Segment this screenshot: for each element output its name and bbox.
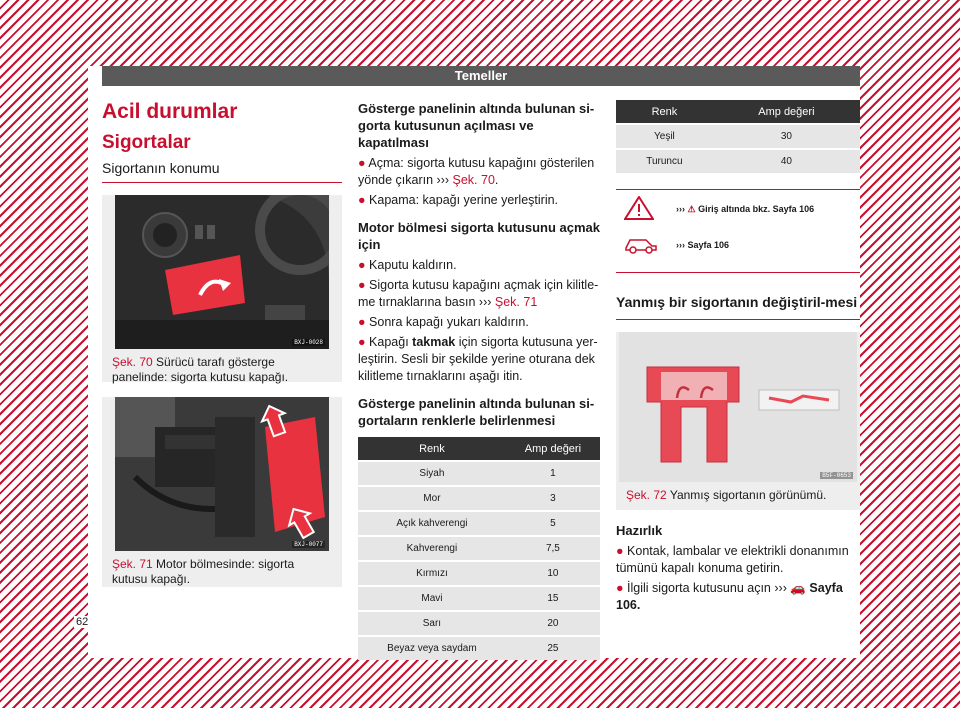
bullet-icon: ●	[358, 315, 366, 329]
table-cell: 20	[506, 611, 600, 636]
page-number: 62	[76, 616, 89, 628]
bullet-hood	[358, 257, 600, 274]
arrow-ref: ›››	[478, 295, 492, 309]
manual-page	[88, 66, 860, 658]
table-row	[616, 149, 860, 173]
figure-link[interactable]: Şek. 70	[452, 173, 495, 187]
bullet-icon: ●	[616, 544, 624, 558]
table-cell: Turuncu	[616, 149, 713, 173]
dashboard-illustration	[115, 195, 329, 349]
figure-code: BXJ-0077	[294, 541, 323, 548]
heading-engine-box: Motor bölmesi sigorta kutusunu açmak için	[358, 220, 600, 252]
arrow-ref: ›››	[774, 581, 787, 595]
bullet-icon: ●	[358, 193, 366, 207]
engine-bay-illustration	[115, 397, 329, 551]
note-reference	[676, 240, 729, 250]
arrow-ref: ›››	[676, 240, 685, 250]
heading-open-close: Gösterge panelinin altında bulunan si-gorta kutusunun açılması ve kapatılması	[358, 101, 595, 150]
table-row	[616, 124, 860, 149]
figure-71	[102, 397, 342, 587]
figure-caption-text: Yanmış sigortanın görünümü.	[669, 488, 827, 502]
heading-colors: Gösterge panelinin altında bulunan si-gortaların renklerle belirlenmesi	[358, 396, 595, 428]
figure-label: Şek. 70	[112, 355, 153, 369]
column-right	[616, 100, 860, 617]
bullet-text: Sonra kapağı yukarı kaldırın.	[369, 315, 529, 329]
fig-71-image	[115, 397, 329, 551]
warning-ref-text[interactable]: Giriş altında bkz. Sayfa 106	[698, 204, 815, 214]
table-row	[358, 511, 600, 536]
figure-caption	[102, 551, 342, 595]
bullet-text: için sigorta kutusuna yer-leştirin. Sesli bir şekilde yerine oturana dek kilitleme tırnaklarını aşağı itin.	[358, 335, 598, 383]
warning-reference	[676, 204, 814, 215]
page-link[interactable]: Sayfa 106.	[616, 581, 843, 612]
preparation-heading: Hazırlık	[616, 523, 663, 538]
table-row	[358, 461, 600, 486]
table-cell: Mor	[358, 486, 506, 511]
table-header-row	[358, 437, 600, 461]
table-cell: 7,5	[506, 536, 600, 561]
table-cell: 3	[506, 486, 600, 511]
figure-code: BXJ-0028	[294, 339, 323, 346]
column-header: Renk	[616, 100, 713, 124]
table-cell: Açık kahverengi	[358, 511, 506, 536]
table-cell: Beyaz veya saydam	[358, 636, 506, 660]
chapter-title: Acil durumlar	[102, 100, 238, 123]
bullet-close	[358, 192, 600, 209]
bullet-icon: ●	[616, 581, 624, 595]
bullet-text: Sigorta kutusu kapağını açmak için kilitle-me tırnaklarına basın	[358, 278, 599, 309]
column-middle	[358, 100, 600, 660]
table-cell: Mavi	[358, 586, 506, 611]
bullet-press-tabs	[358, 277, 600, 311]
figure-label: Şek. 72	[626, 488, 667, 502]
section-replace-fuse: Yanmış bir sigortanın değiştiril-mesi	[616, 293, 860, 320]
figure-70	[102, 195, 342, 382]
table-cell: Yeşil	[616, 124, 713, 149]
table-cell: Sarı	[358, 611, 506, 636]
table-row	[358, 486, 600, 511]
environment-car-icon: 🚗	[790, 581, 806, 595]
arrow-ref: ›››	[676, 204, 685, 214]
bullet-icon: ●	[358, 278, 366, 292]
bullet-icon: ●	[358, 258, 366, 272]
column-left	[102, 96, 342, 587]
column-header: Amp değeri	[713, 100, 860, 124]
figure-caption-text: Sürücü tarafı gösterge panelinde: sigorta kutusu kapağı.	[112, 355, 289, 384]
warning-box	[616, 189, 860, 273]
figure-label: Şek. 71	[112, 557, 153, 571]
fuse-color-table-continued	[616, 100, 860, 173]
table-cell: Kırmızı	[358, 561, 506, 586]
table-cell: 1	[506, 461, 600, 486]
note-ref-text[interactable]: Sayfa 106	[687, 240, 730, 250]
table-cell: 30	[713, 124, 860, 149]
bullet-text: Kapama: kapağı yerine yerleştirin.	[369, 193, 559, 207]
figure-link[interactable]: Şek. 71	[494, 295, 538, 309]
arrow-ref: ›››	[436, 173, 450, 187]
warning-icon	[624, 196, 654, 225]
bullet-bold: takmak	[412, 335, 456, 349]
fig-70-image	[115, 195, 329, 349]
table-row	[358, 561, 600, 586]
table-row	[358, 586, 600, 611]
bullet-text: Kaputu kaldırın.	[369, 258, 457, 272]
fuse-color-table	[358, 437, 600, 660]
bullet-text: Açma: sigorta kutusu kapağını gösterilen yönde çıkarın	[358, 156, 595, 187]
table-cell: Siyah	[358, 461, 506, 486]
section-title: Sigortalar	[102, 132, 191, 153]
bullet-icon: ●	[358, 156, 366, 170]
column-header: Renk	[358, 437, 506, 461]
fig-72-image	[619, 332, 857, 482]
table-cell: 15	[506, 586, 600, 611]
small-warning-icon: ⚠	[687, 204, 696, 214]
figure-code: B5F-0653	[822, 472, 851, 479]
bullet-ignition-off	[616, 543, 860, 577]
table-cell: Kahverengi	[358, 536, 506, 561]
table-cell: 25	[506, 636, 600, 660]
bullet-open: ● Açma: sigorta kutusu kapağını gösterilen yönde çıkarın ››› Şek. 70.	[358, 156, 595, 187]
blown-fuse-illustration	[619, 332, 857, 482]
bullet-open-box	[616, 580, 860, 614]
figure-caption-text: Motor bölmesinde: sigorta kutusu kapağı.	[112, 557, 295, 586]
page-header: Temeller	[102, 66, 860, 86]
table-cell: 5	[506, 511, 600, 536]
bullet-icon: ●	[358, 335, 366, 349]
environment-car-icon	[624, 232, 658, 259]
bullet-text: Kapağı	[369, 335, 409, 349]
figure-caption	[102, 349, 342, 393]
table-row	[358, 611, 600, 636]
figure-caption	[616, 482, 860, 511]
table-header-row	[616, 100, 860, 124]
subsection-title: Sigortanın konumu	[102, 160, 342, 183]
bullet-lift	[358, 314, 600, 331]
bullet-text: İlgili sigorta kutusunu açın	[627, 581, 771, 595]
table-cell: 40	[713, 149, 860, 173]
table-row	[358, 636, 600, 660]
bullet-text: Kontak, lambalar ve elektrikli donanımın tümünü kapalı konuma getirin.	[616, 544, 849, 575]
table-row	[358, 536, 600, 561]
table-cell: 10	[506, 561, 600, 586]
figure-72	[616, 332, 860, 510]
column-header: Amp değeri	[506, 437, 600, 461]
bullet-install	[358, 334, 600, 385]
